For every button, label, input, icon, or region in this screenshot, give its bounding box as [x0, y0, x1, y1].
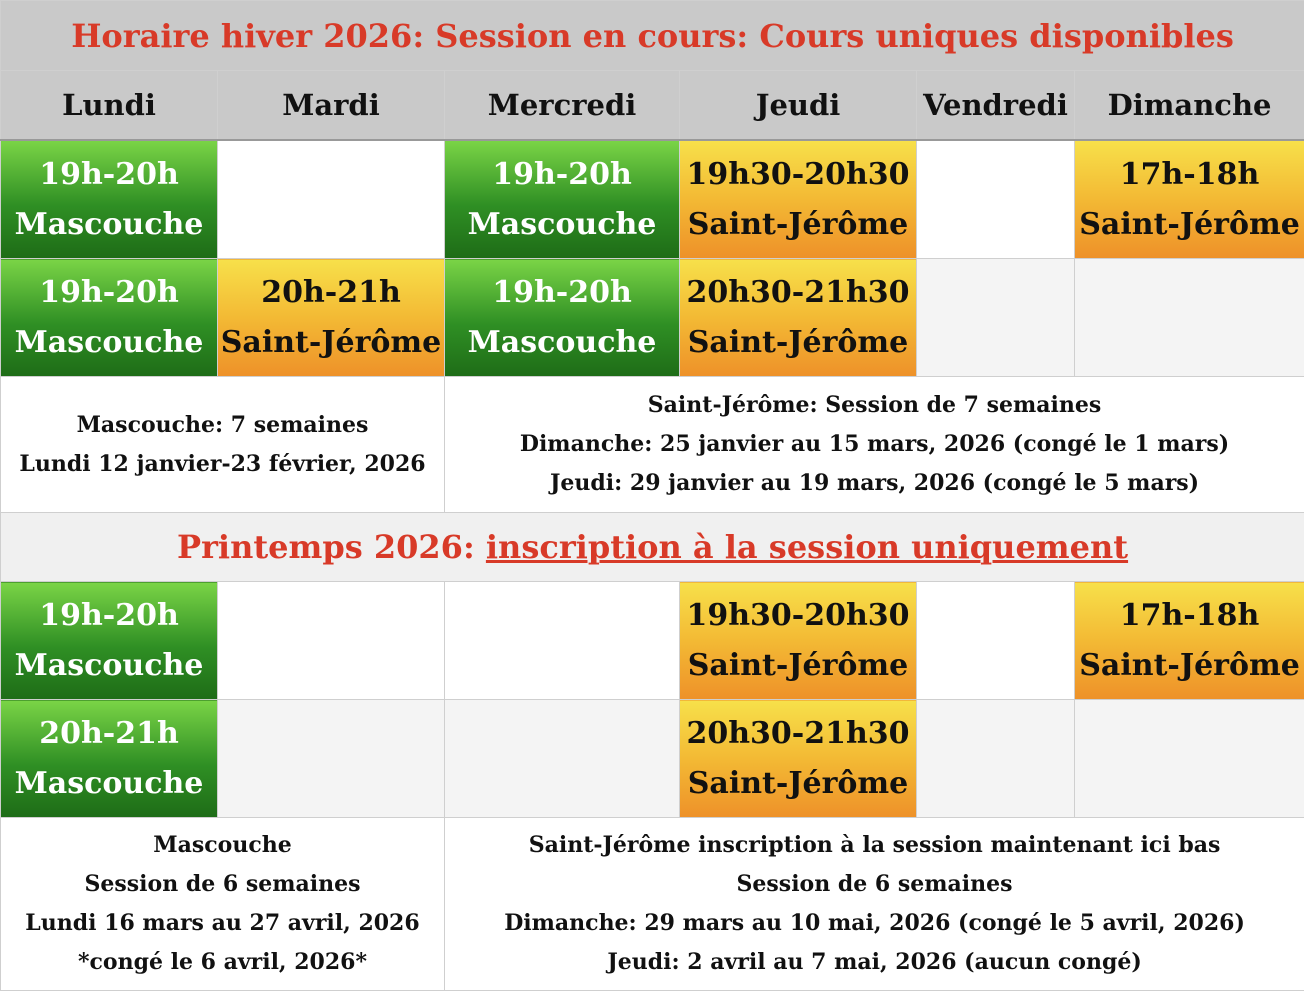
class-slot [445, 140, 680, 259]
mascouche-spring-note [1, 818, 445, 991]
class-slot [680, 582, 917, 700]
slot-time: 20h30-21h30 [680, 268, 916, 318]
class-slot [680, 259, 917, 377]
slot-time: 20h-21h [218, 268, 444, 318]
class-slot [680, 140, 917, 259]
winter-title: Horaire hiver 2026: Session en cours: Cours uniques disponibles [1, 1, 1304, 71]
empty-slot [917, 140, 1075, 259]
slot-place: Mascouche [445, 200, 679, 250]
note-line: Dimanche: 29 mars au 10 mai, 2026 (congé le 5 avril, 2026) [445, 904, 1304, 943]
winter-title-row [1, 1, 1304, 71]
note-line: Mascouche: 7 semaines [1, 406, 444, 445]
spring-title [1, 513, 1304, 582]
slot-time: 19h-20h [445, 268, 679, 318]
class-slot [218, 259, 445, 377]
slot-time: 19h30-20h30 [680, 591, 916, 641]
slot-place: Mascouche [1, 318, 217, 368]
spring-slot-row-2 [1, 700, 1304, 818]
slot-time: 20h30-21h30 [680, 709, 916, 759]
slot-time: 19h30-20h30 [680, 150, 916, 200]
slot-place: Saint-Jérôme [1075, 641, 1304, 691]
note-line: Lundi 12 janvier-23 février, 2026 [1, 445, 444, 484]
slot-place: Saint-Jérôme [680, 641, 916, 691]
empty-slot [445, 700, 680, 818]
class-slot [1, 582, 218, 700]
slot-place: Saint-Jérôme [680, 200, 916, 250]
empty-slot [917, 582, 1075, 700]
class-slot [1, 700, 218, 818]
day-header-dimanche: Dimanche [1075, 71, 1304, 141]
empty-slot [1075, 700, 1304, 818]
class-slot [1, 140, 218, 259]
empty-slot [218, 582, 445, 700]
spring-title-prefix: Printemps 2026: [177, 528, 486, 566]
slot-place: Saint-Jérôme [680, 759, 916, 809]
empty-slot [218, 140, 445, 259]
slot-place: Saint-Jérôme [680, 318, 916, 368]
day-header-lundi: Lundi [1, 71, 218, 141]
slot-time: 19h-20h [1, 268, 217, 318]
empty-slot [1075, 259, 1304, 377]
slot-time: 17h-18h [1075, 591, 1304, 641]
day-header-vendredi: Vendredi [917, 71, 1075, 141]
note-line: Session de 6 semaines [1, 865, 444, 904]
empty-slot [445, 582, 680, 700]
note-line: Session de 6 semaines [445, 865, 1304, 904]
slot-place: Saint-Jérôme [1075, 200, 1304, 250]
slot-time: 19h-20h [1, 150, 217, 200]
winter-slot-row-2 [1, 259, 1304, 377]
note-line: Saint-Jérôme inscription à la session maintenant ici bas [445, 826, 1304, 865]
note-line: *congé le 6 avril, 2026* [1, 943, 444, 982]
day-header-mardi: Mardi [218, 71, 445, 141]
winter-slot-row-1 [1, 140, 1304, 259]
note-line: Lundi 16 mars au 27 avril, 2026 [1, 904, 444, 943]
empty-slot [917, 259, 1075, 377]
slot-place: Mascouche [1, 200, 217, 250]
empty-slot [917, 700, 1075, 818]
class-slot [1075, 140, 1304, 259]
day-header-jeudi: Jeudi [680, 71, 917, 141]
spring-slot-row-1 [1, 582, 1304, 700]
class-slot [1, 259, 218, 377]
spring-registration-link[interactable]: inscription à la session uniquement [486, 528, 1128, 566]
note-line: Mascouche [1, 826, 444, 865]
winter-notes-row [1, 377, 1304, 513]
note-line: Dimanche: 25 janvier au 15 mars, 2026 (congé le 1 mars) [445, 425, 1304, 464]
class-slot [1075, 582, 1304, 700]
slot-time: 19h-20h [1, 591, 217, 641]
note-line: Jeudi: 2 avril au 7 mai, 2026 (aucun congé) [445, 943, 1304, 982]
class-slot [445, 259, 680, 377]
slot-time: 20h-21h [1, 709, 217, 759]
spring-title-row [1, 513, 1304, 582]
slot-time: 17h-18h [1075, 150, 1304, 200]
slot-place: Saint-Jérôme [218, 318, 444, 368]
slot-place: Mascouche [1, 759, 217, 809]
saint-jerome-winter-note [445, 377, 1304, 513]
note-line: Saint-Jérôme: Session de 7 semaines [445, 386, 1304, 425]
empty-slot [218, 700, 445, 818]
slot-time: 19h-20h [445, 150, 679, 200]
note-line: Jeudi: 29 janvier au 19 mars, 2026 (congé le 5 mars) [445, 464, 1304, 503]
saint-jerome-spring-note [445, 818, 1304, 991]
slot-place: Mascouche [445, 318, 679, 368]
slot-place: Mascouche [1, 641, 217, 691]
day-header-row [1, 71, 1304, 141]
class-slot [680, 700, 917, 818]
mascouche-winter-note [1, 377, 445, 513]
day-header-mercredi: Mercredi [445, 71, 680, 141]
spring-notes-row [1, 818, 1304, 991]
